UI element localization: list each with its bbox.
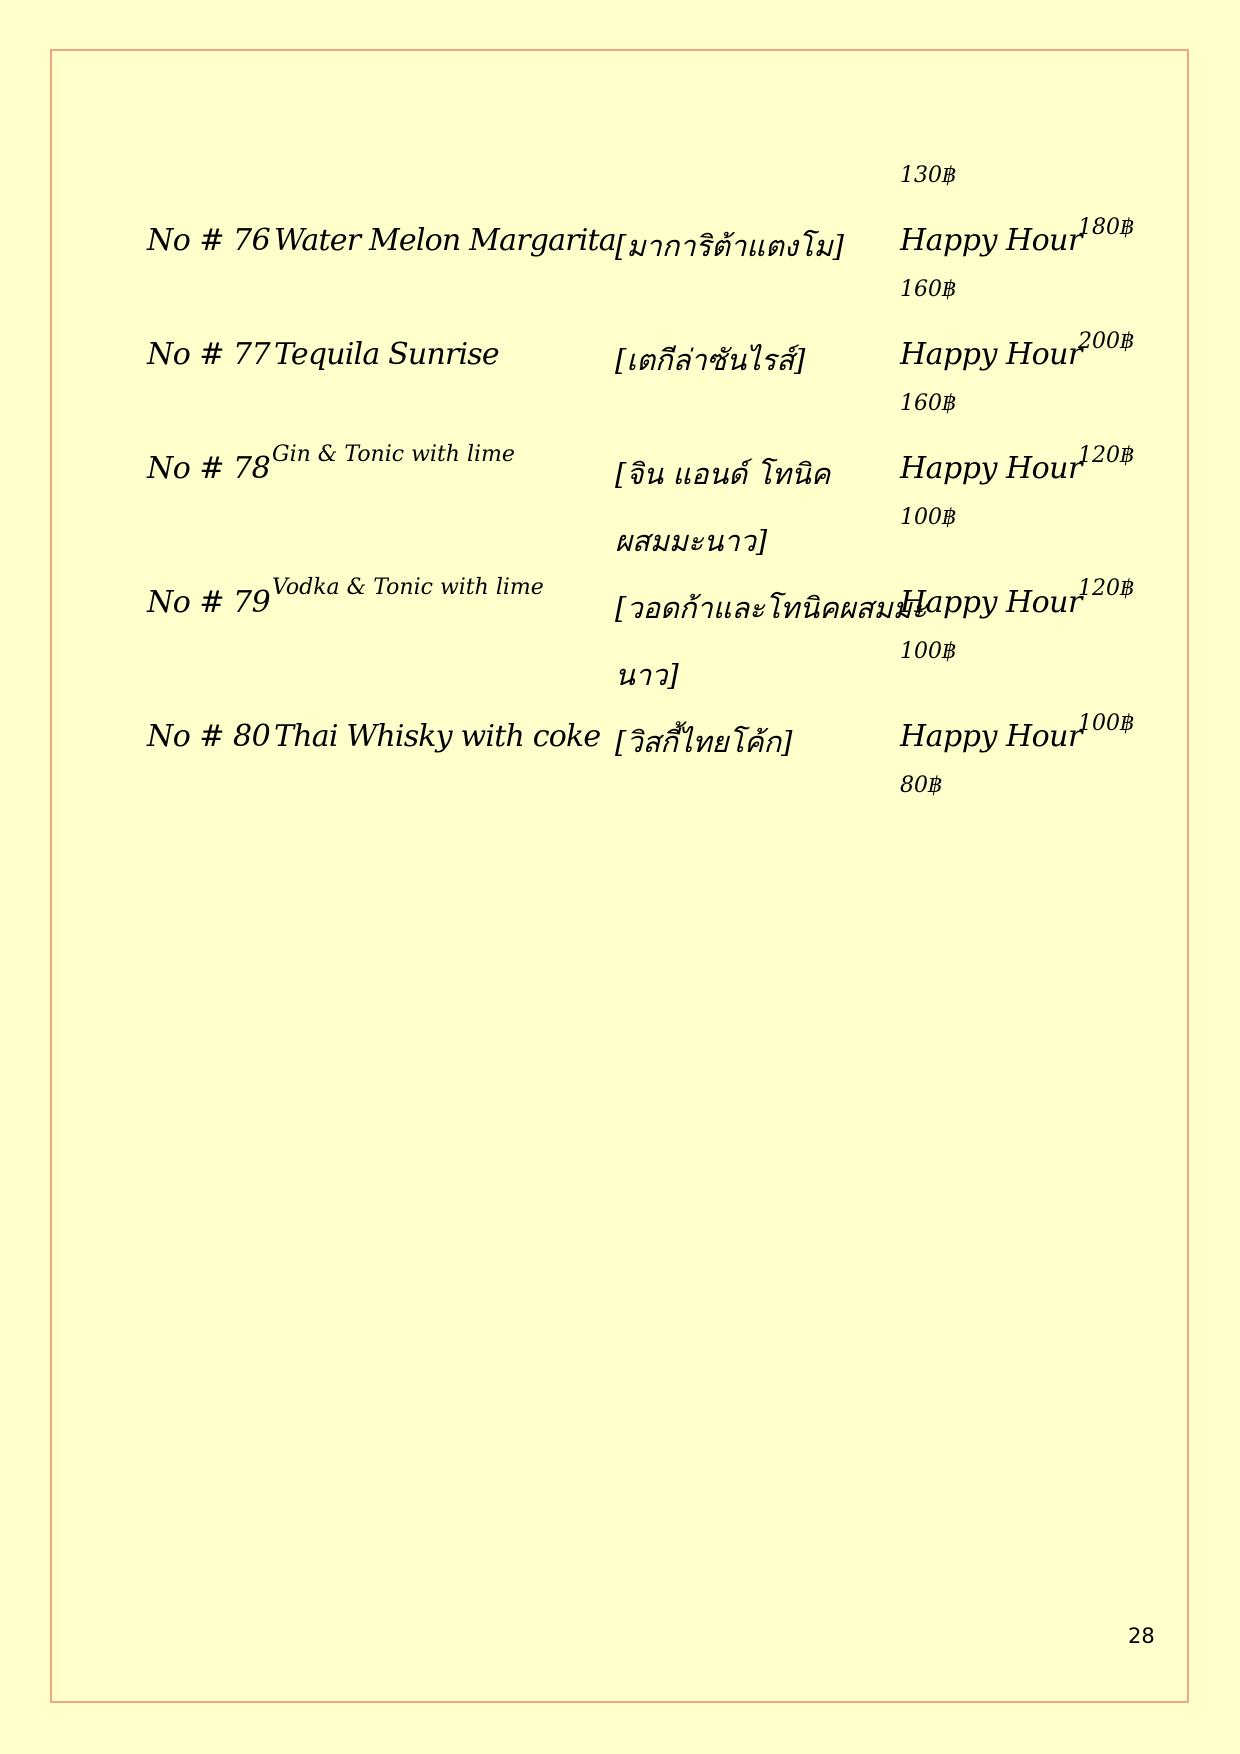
regular-price: 100฿ xyxy=(1078,711,1134,736)
regular-price: 200฿ xyxy=(1078,329,1134,354)
item-name: Gin & Tonic with lime xyxy=(272,442,515,467)
regular-price: 120฿ xyxy=(1078,443,1134,468)
page-number: 28 xyxy=(1128,1624,1155,1648)
item-number: No # 80 xyxy=(147,719,271,754)
item-number: No # 76 xyxy=(147,223,271,258)
happy-hour-label: Happy Hour xyxy=(900,719,1082,754)
item-name: Vodka & Tonic with lime xyxy=(272,575,544,600)
happy-hour-price: 100฿ xyxy=(900,505,956,530)
item-name: Tequila Sunrise xyxy=(274,337,499,372)
happy-hour-price: 100฿ xyxy=(900,639,956,664)
item-number: No # 77 xyxy=(147,337,271,372)
item-name: Water Melon Margarita xyxy=(274,223,616,258)
happy-hour-label: Happy Hour xyxy=(900,451,1082,486)
item-number: No # 79 xyxy=(147,585,271,620)
item-thai-name-line1: [วอดก้าและโทนิคผสมมะ xyxy=(615,591,928,625)
item-thai-name: [เตกีล่าซันไรส์] xyxy=(615,343,806,377)
happy-hour-price: 80฿ xyxy=(900,773,942,798)
item-thai-name-line2: นาว] xyxy=(615,658,679,692)
item-thai-name: [มาการิต้าแตงโม] xyxy=(615,229,844,263)
item-thai-name-line1: [จิน แอนด์ โทนิค xyxy=(615,457,831,491)
item-name: Thai Whisky with coke xyxy=(274,719,601,754)
item-thai-name: [วิสกี้ไทยโค้ก] xyxy=(615,725,793,759)
happy-hour-label: Happy Hour xyxy=(900,223,1082,258)
item-thai-name-line2: ผสมมะนาว] xyxy=(615,524,768,558)
happy-hour-label: Happy Hour xyxy=(900,337,1082,372)
regular-price: 120฿ xyxy=(1078,576,1134,601)
happy-hour-price: 160฿ xyxy=(900,391,956,416)
item-number: No # 78 xyxy=(147,451,271,486)
happy-hour-price: 160฿ xyxy=(900,277,956,302)
happy-hour-label: Happy Hour xyxy=(900,585,1082,620)
page-border xyxy=(50,49,1189,1703)
carryover-price: 130฿ xyxy=(900,163,956,188)
regular-price: 180฿ xyxy=(1078,215,1134,240)
